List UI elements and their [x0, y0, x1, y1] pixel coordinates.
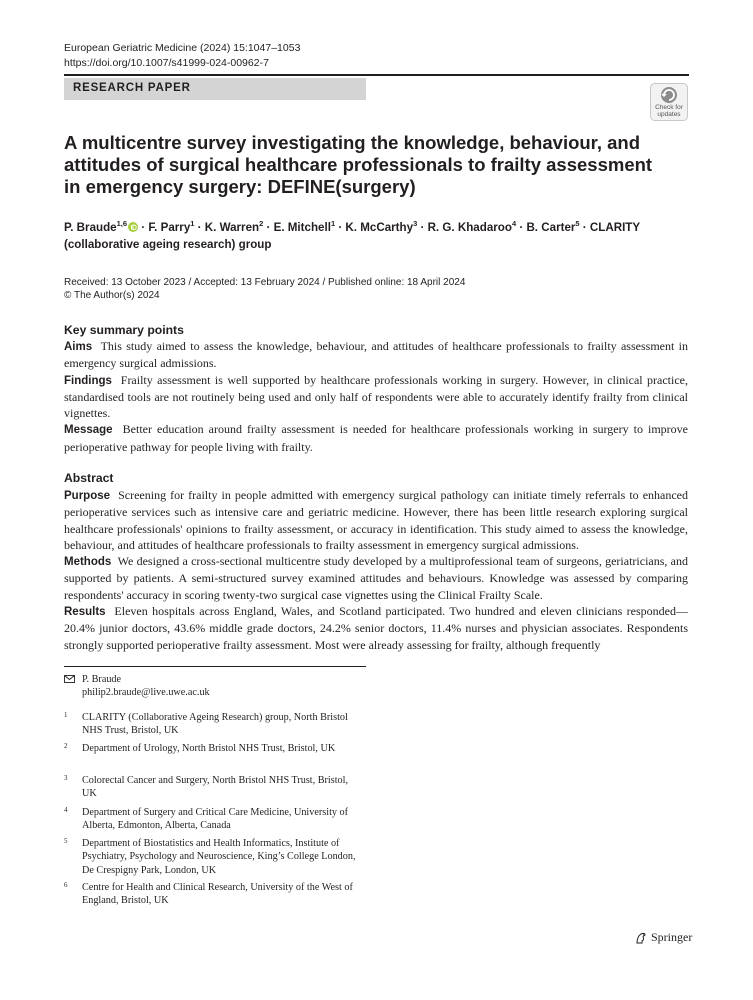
journal-citation: European Geriatric Medicine (2024) 15:1047–1053	[64, 42, 301, 54]
author-separator: ·	[579, 221, 590, 234]
copyright: © The Author(s) 2024	[64, 290, 160, 301]
correspondent-email[interactable]: philip2.braude@live.uwe.ac.uk	[82, 687, 210, 698]
author-affiliation-mark: 1,6	[116, 219, 128, 229]
publisher-logo	[634, 929, 694, 947]
correspondent-name: P. Braude	[82, 674, 122, 685]
summary-aims: Aims This study aimed to assess the knowledge, behaviour, and attitudes of healthcare professionals to frailty assessment in emergency surgical admissions.	[64, 339, 688, 371]
author-name[interactable]: R. G. Khadaroo	[427, 221, 512, 234]
author-name[interactable]: K. Warren	[204, 221, 260, 234]
orcid-icon[interactable]	[128, 222, 138, 232]
author-separator: ·	[263, 221, 274, 234]
envelope-icon	[64, 675, 75, 683]
check-for-updates-line1: Check for	[655, 104, 683, 111]
abstract-body	[64, 487, 688, 653]
author-name[interactable]: E. Mitchell	[273, 221, 331, 234]
author-separator: ·	[138, 221, 149, 234]
header-rule	[64, 74, 689, 76]
article-type-badge	[64, 78, 366, 100]
history-dates: Received: 13 October 2023 / Accepted: 13 February 2024 / Published online: 18 April 2024	[64, 277, 466, 288]
author-affiliation-mark: 3	[413, 219, 418, 229]
author-separator: ·	[194, 221, 205, 234]
article-title: A multicentre survey investigating the knowledge, behaviour, and attitudes of surgical healthcare professionals to frailty assessment in emergency surgery: DEFINE(surgery)	[64, 132, 653, 197]
doi-link[interactable]: https://doi.org/10.1007/s41999-024-00962-7	[64, 57, 269, 69]
author-affiliation-mark: 4	[511, 219, 517, 229]
author-separator: ·	[516, 221, 527, 234]
author-name[interactable]: F. Parry	[148, 221, 191, 234]
author-affiliation-mark: 1	[330, 219, 336, 229]
journal-header	[64, 41, 300, 71]
author-name[interactable]: P. Braude	[64, 221, 117, 234]
summary-message: Message Better education around frailty assessment is needed for healthcare professionals working in surgery to improve perioperative pathway for people living with frailty.	[64, 422, 689, 454]
abstract-purpose: Purpose Screening for frailty in people admitted with emergency surgical pathology can initiate timely referrals to enhanced perioperative services such as intensive care and geriatric medicine. However, there has been little research exploring surgical healthcare professionals' opinions to frailty assessment, or accuracy in identification. This study aimed to assess the knowledge, behaviour, and attitudes of healthcare professionals to frailty assessment in emergency surgical admissions.	[64, 488, 688, 552]
summary-findings: Findings Frailty assessment is well supported by healthcare professionals working in surgery. However, in clinical practice, standardised tools are not routinely being used and only half of respondents were able to accurately identify frailty from clinical vignettes.	[64, 372, 689, 421]
author-affiliation-mark: 1	[190, 219, 195, 229]
author-affiliation-mark: 2	[259, 219, 264, 229]
abstract-heading: Abstract	[64, 471, 114, 485]
publication-dates	[64, 276, 465, 302]
author-name[interactable]: B. Carter	[526, 221, 576, 234]
springer-horse-icon	[634, 931, 648, 945]
key-summary-heading: Key summary points	[64, 323, 184, 337]
check-for-updates-line2: updates	[657, 111, 681, 118]
footnote-rule	[64, 666, 366, 667]
author-name[interactable]: K. McCarthy	[345, 221, 414, 234]
key-summary-points	[64, 338, 688, 455]
author-separator: ·	[417, 221, 428, 234]
abstract-results: Results Eleven hospitals across England, Wales, and Scotland participated. Two hundred and eleven clinicians responded—20.4% junior doctors, 43.6% middle grade doctors, 24.2% senior doctors, 11.4% nurses and physician associates. Respondents strongly supported perioperative frailty assessment. Most were already assessing for frailty, although frequently	[64, 604, 688, 652]
author-list	[64, 219, 694, 253]
article-type-label: RESEARCH PAPER	[73, 82, 191, 94]
abstract-methods: Methods We designed a cross-sectional multicentre study developed by a multiprofessional team of surgeons, geriatricians, and supported by patients. A semi-structured survey examined attitudes and behaviours. Knowledge was assessed by comparing respondents' accuracy in scoring twenty-two surgical case vignettes using the Clinical Frailty Scale.	[64, 554, 688, 602]
publisher-name: Springer	[651, 930, 693, 944]
author-name[interactable]: CLARITY (collaborative ageing research) group	[64, 221, 640, 251]
check-for-updates-label	[645, 104, 693, 118]
author-separator: ·	[335, 221, 346, 234]
author-affiliation-mark: 5	[575, 219, 580, 229]
